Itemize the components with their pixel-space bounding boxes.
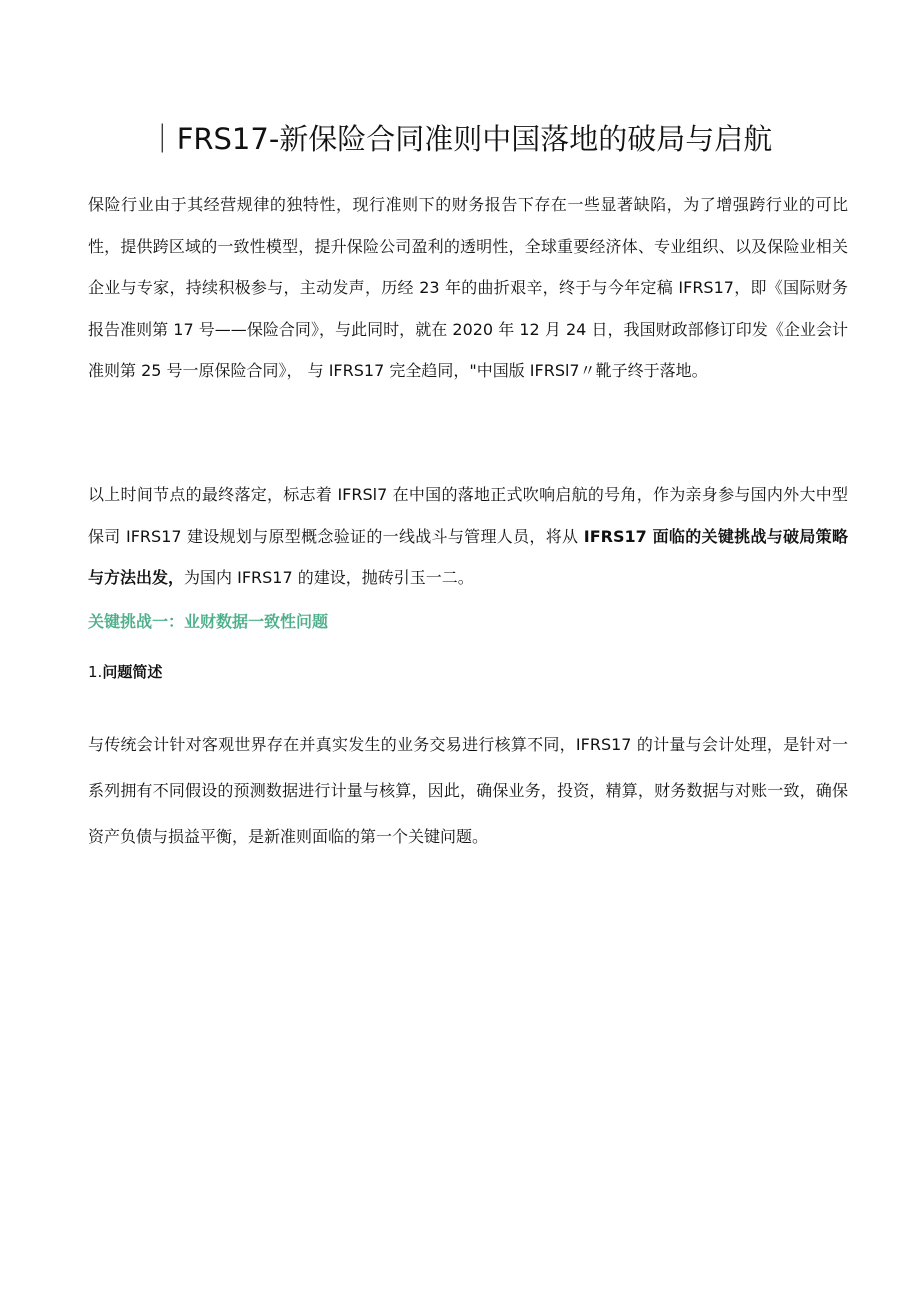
section-heading-challenge-1: 关键挑战一：业财数据一致性问题 [88,612,329,631]
paragraph-milestone-bold: IFRS17 面临的关键挑战与破局策略与方法出发， [88,526,848,587]
document-title: ｜FRS17-新保险合同准则中国落地的破局与启航 [147,122,773,156]
paragraph-milestone [88,474,848,599]
sub-heading-number: 1. [88,663,103,681]
sub-heading-text: 问题简述 [102,663,163,681]
sub-heading-problem-summary [88,658,162,686]
paragraph-milestone-text-2: 为国内 IFRS17 的建设，抛砖引玉一二。 [184,568,474,587]
paragraph-problem: 与传统会计针对客观世界存在并真实发生的业务交易进行核算不同，IFRS17 的计量与会计处理，是针对一系列拥有不同假设的预测数据进行计量与核算，因此，确保业务，投资，精算，财务数据与对账一致，确保资产负债与损益平衡，是新准则面临的第一个关键问题。 [88,735,848,846]
paragraph-milestone-text-1: 以上时间节点的最终落定，标志着 IFRSl7 在中国的落地正式吹响启航的号角，作为亲身参与国内外大中型保司 IFRS17 建设规划与原型概念验证的一线战斗与管理人员，将从 [88,485,848,546]
paragraph-intro: 保险行业由于其经营规律的独特性，现行准则下的财务报告下存在一些显著缺陷，为了增强跨行业的可比性，提供跨区域的一致性模型，提升保险公司盈利的透明性，全球重要经济体、专业组织、以及保险业相关企业与专家，持续积极参与，主动发声，历经 23 年的曲折艰辛，终于与今年定稿 IFRS17，即《国际财务报告准则第 17 号——保险合同》，与此同时，就在 2020 年 12 月 24 日，我国财政部修订印发《企业会计准则第 25 号一原保险合同》， 与 IFRS17 完全趋同，"中国版 IFRSl7〃靴子终于落地。 [88,195,848,380]
